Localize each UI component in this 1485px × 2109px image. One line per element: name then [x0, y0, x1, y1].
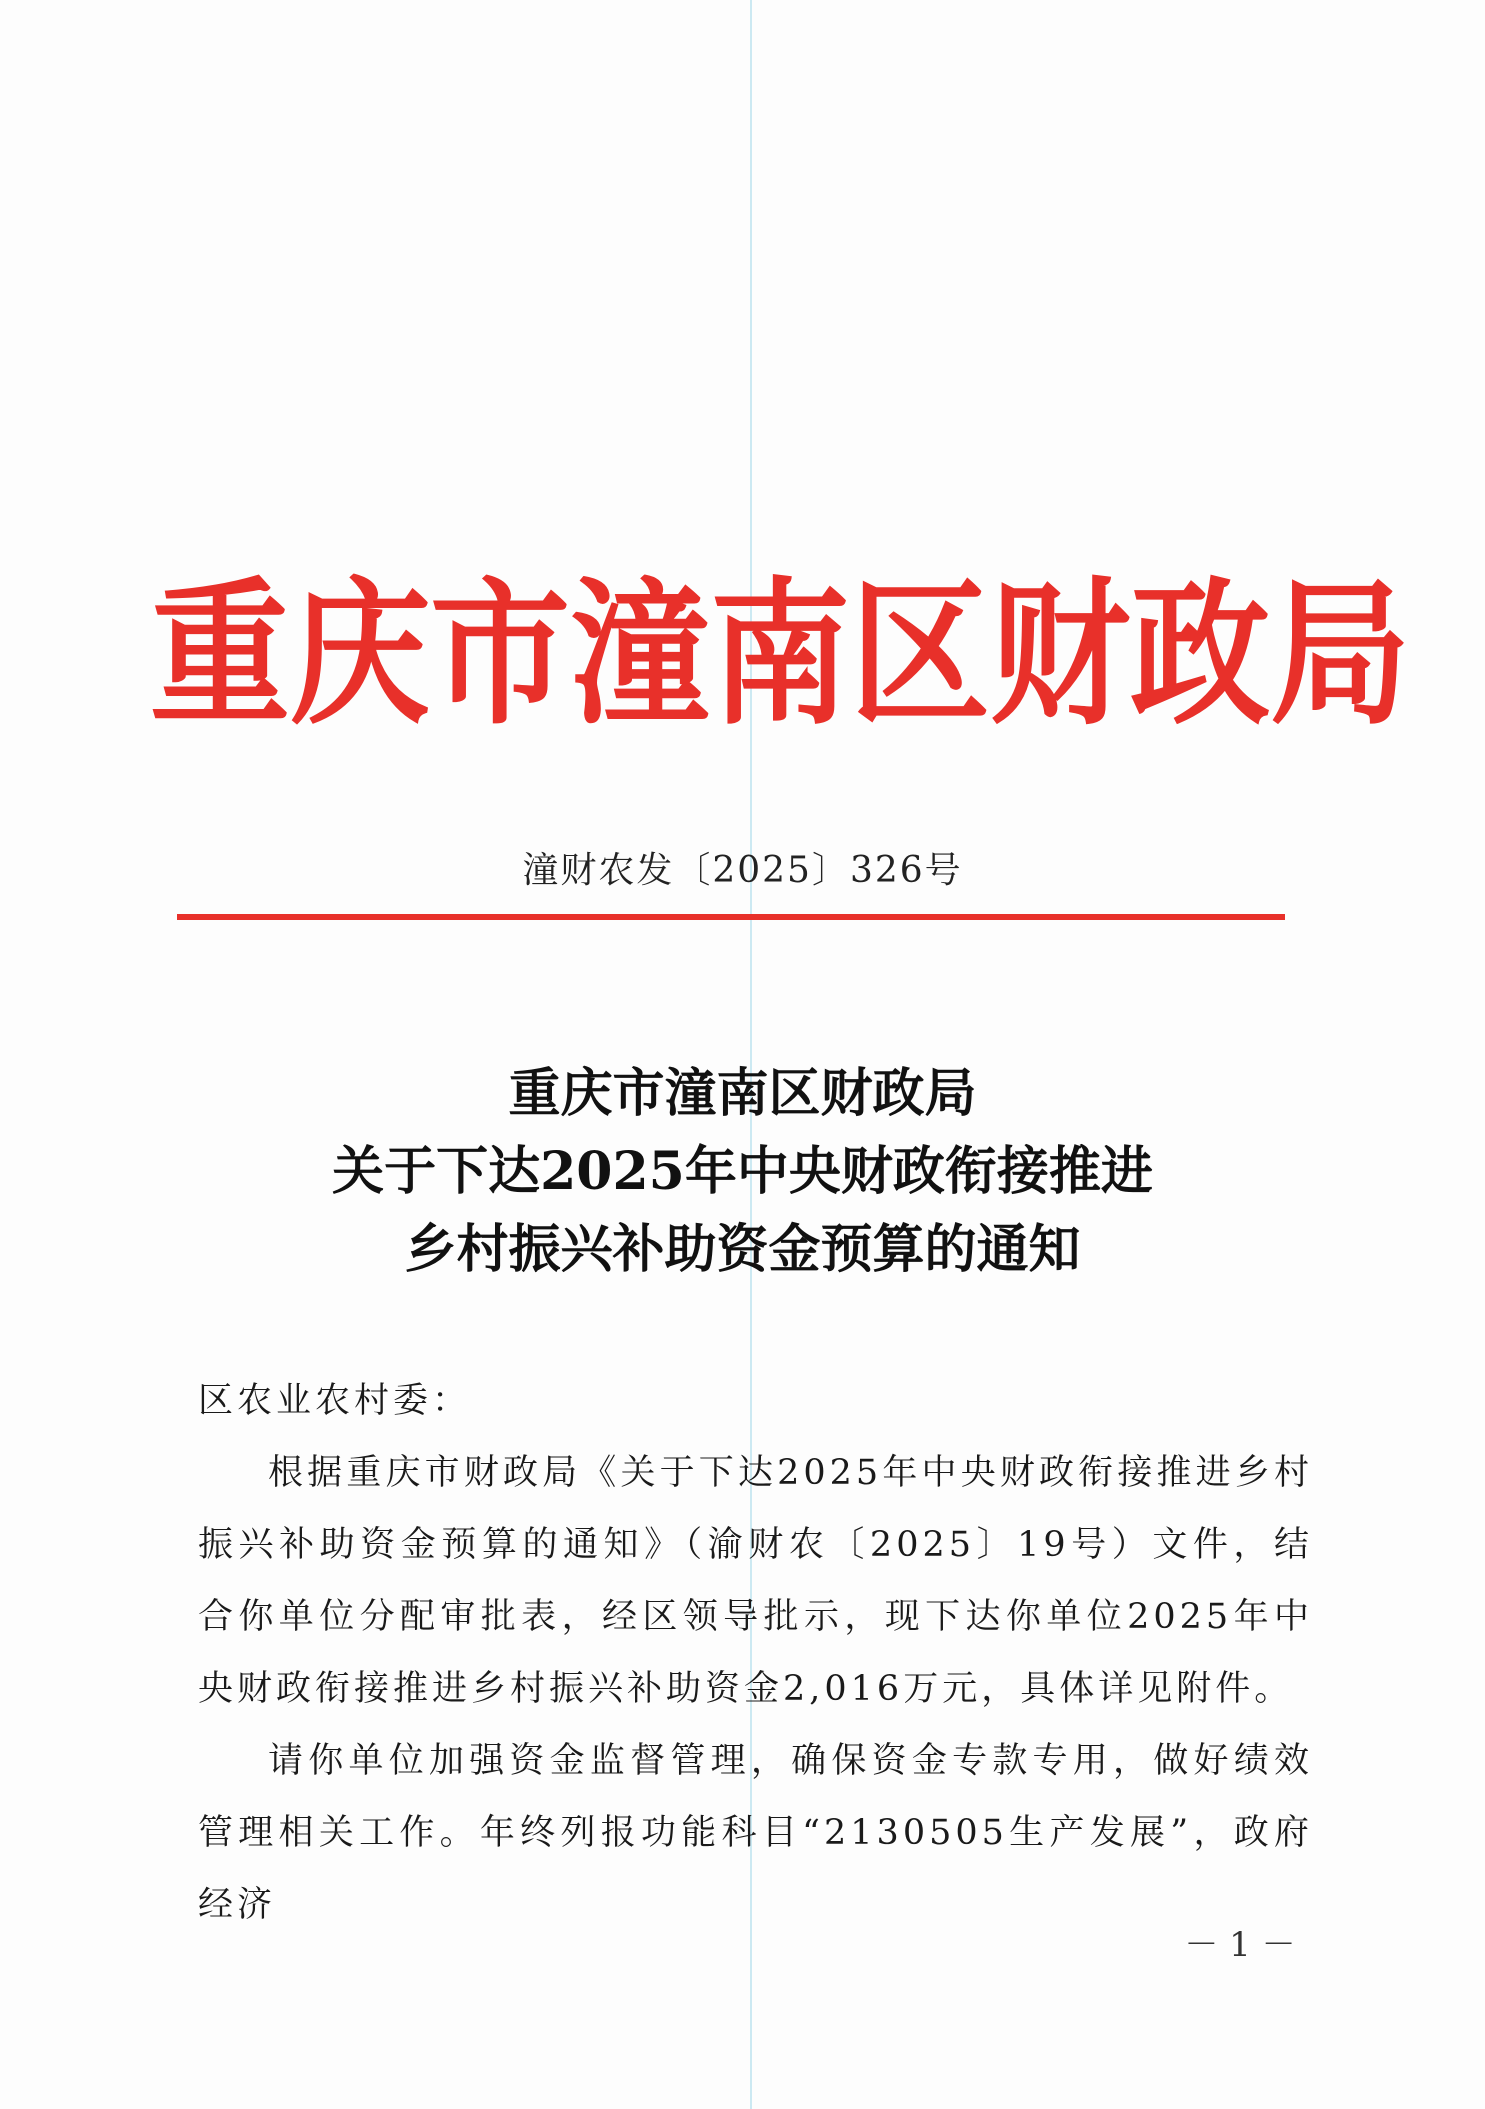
title-line: 重庆市潼南区财政局	[508, 1063, 977, 1124]
document-title	[0, 1055, 1485, 1289]
masthead-char: 潼	[570, 563, 711, 747]
document-number: 潼财农发〔2025〕326号	[522, 850, 963, 891]
red-separator-rule	[177, 914, 1285, 920]
title-line: 关于下达2025年中央财政衔接推进	[332, 1141, 1153, 1202]
masthead-char: 区	[850, 563, 991, 747]
body-paragraph: 根据重庆市财政局《关于下达2025年中央财政衔接推进乡村振兴补助资金预算的通知》（渝财农〔2025〕19号）文件，结合你单位分配审批表，经区领导批示，现下达你单位2025年中央财政衔接推进乡村振兴补助资金2,016万元，具体详见附件。	[198, 1453, 1313, 1709]
masthead-char: 局	[1270, 563, 1411, 747]
body-paragraph: 请你单位加强资金监督管理，确保资金专款专用，做好绩效管理相关工作。年终列报功能科目“2130505生产发展”，政府经济	[198, 1741, 1313, 1925]
masthead-char: 财	[990, 563, 1131, 747]
title-line: 乡村振兴补助资金预算的通知	[404, 1219, 1081, 1280]
page-number: － 1 －	[1184, 1925, 1296, 1965]
issuer-masthead	[150, 560, 1411, 750]
masthead-char: 南	[710, 563, 851, 747]
masthead-char: 政	[1130, 563, 1271, 747]
addressee: 区农业农村委：	[198, 1381, 472, 1421]
masthead-char: 重	[150, 563, 291, 747]
masthead-char: 市	[430, 563, 571, 747]
document-body	[198, 1365, 1313, 1941]
masthead-char: 庆	[290, 563, 431, 747]
